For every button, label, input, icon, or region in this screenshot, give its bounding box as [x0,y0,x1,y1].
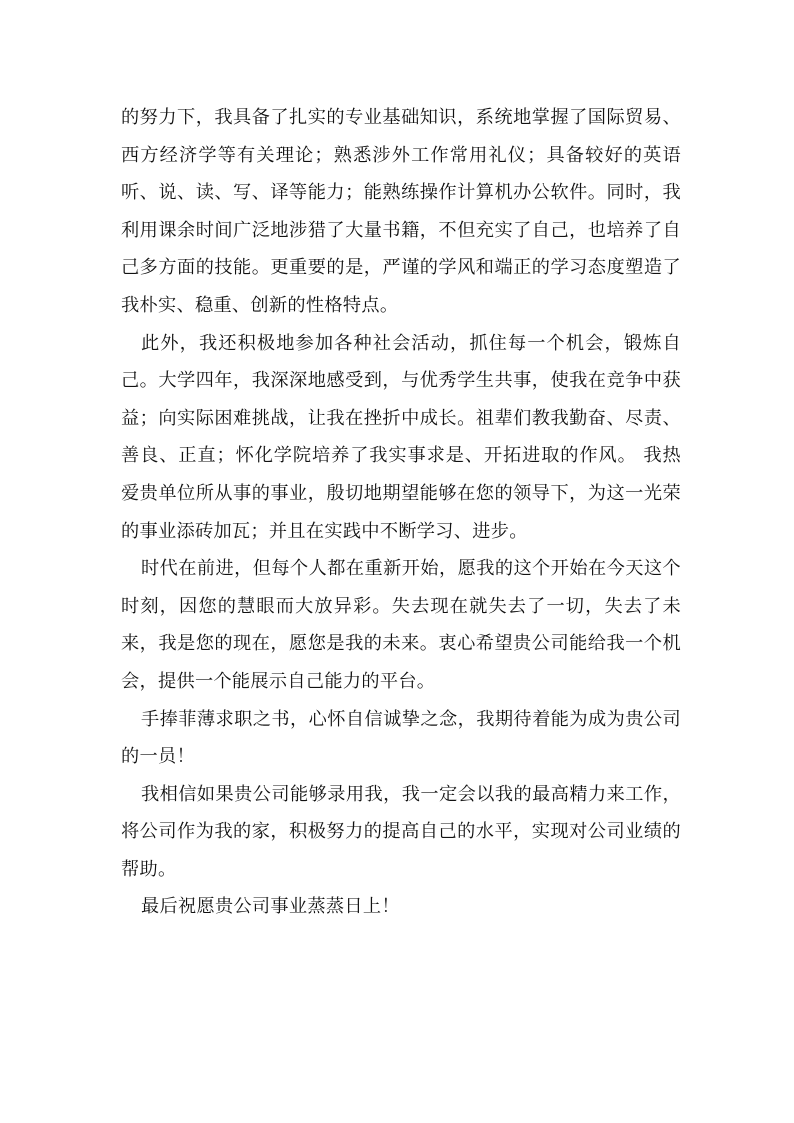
letter-body [121,99,681,926]
paragraph-activities: 此外，我还积极地参加各种社会活动，抓住每一个机会，锻炼自己。大学四年，我深深地感受到，与优秀学生共事，使我在竞争中获益；向实际困难挑战，让我在挫折中成长。祖辈们教我勤奋、尽责、善良、正直；怀化学院培养了我实事求是、开拓进取的作风。 我热爱贵单位所从事的事业，殷切地期望能够在您的领导下，为这一光荣的事业添砖加瓦；并且在实践中不断学习、进步。 [121,332,681,542]
paragraph-expectation: 手捧菲薄求职之书，心怀自信诚挚之念，我期待着能为成为贵公司的一员！ [121,708,681,768]
paragraph-opportunity: 时代在前进，但每个人都在重新开始，愿我的这个开始在今天这个时刻，因您的慧眼而大放异彩。失去现在就失去了一切，失去了未来，我是您的现在，愿您是我的未来。衷心希望贵公司能给我一个机会，提供一个能展示自己能力的平台。 [121,558,681,692]
paragraph-education: 的努力下，我具备了扎实的专业基础知识，系统地掌握了国际贸易、西方经济学等有关理论；熟悉涉外工作常用礼仪；具备较好的英语听、说、读、写、译等能力；能熟练操作计算机办公软件。同时，我利用课余时间广泛地涉猎了大量书籍，不但充实了自己，也培养了自己多方面的技能。更重要的是，严谨的学风和端正的学习态度塑造了我朴实、稳重、创新的性格特点。 [121,107,681,316]
paragraph-closing-wish: 最后祝愿贵公司事业蒸蒸日上！ [141,896,400,918]
paragraph-commitment: 我相信如果贵公司能够录用我，我一定会以我的最高精力来工作，将公司作为我的家，积极努力的提高自己的水平，实现对公司业绩的帮助。 [121,783,681,880]
